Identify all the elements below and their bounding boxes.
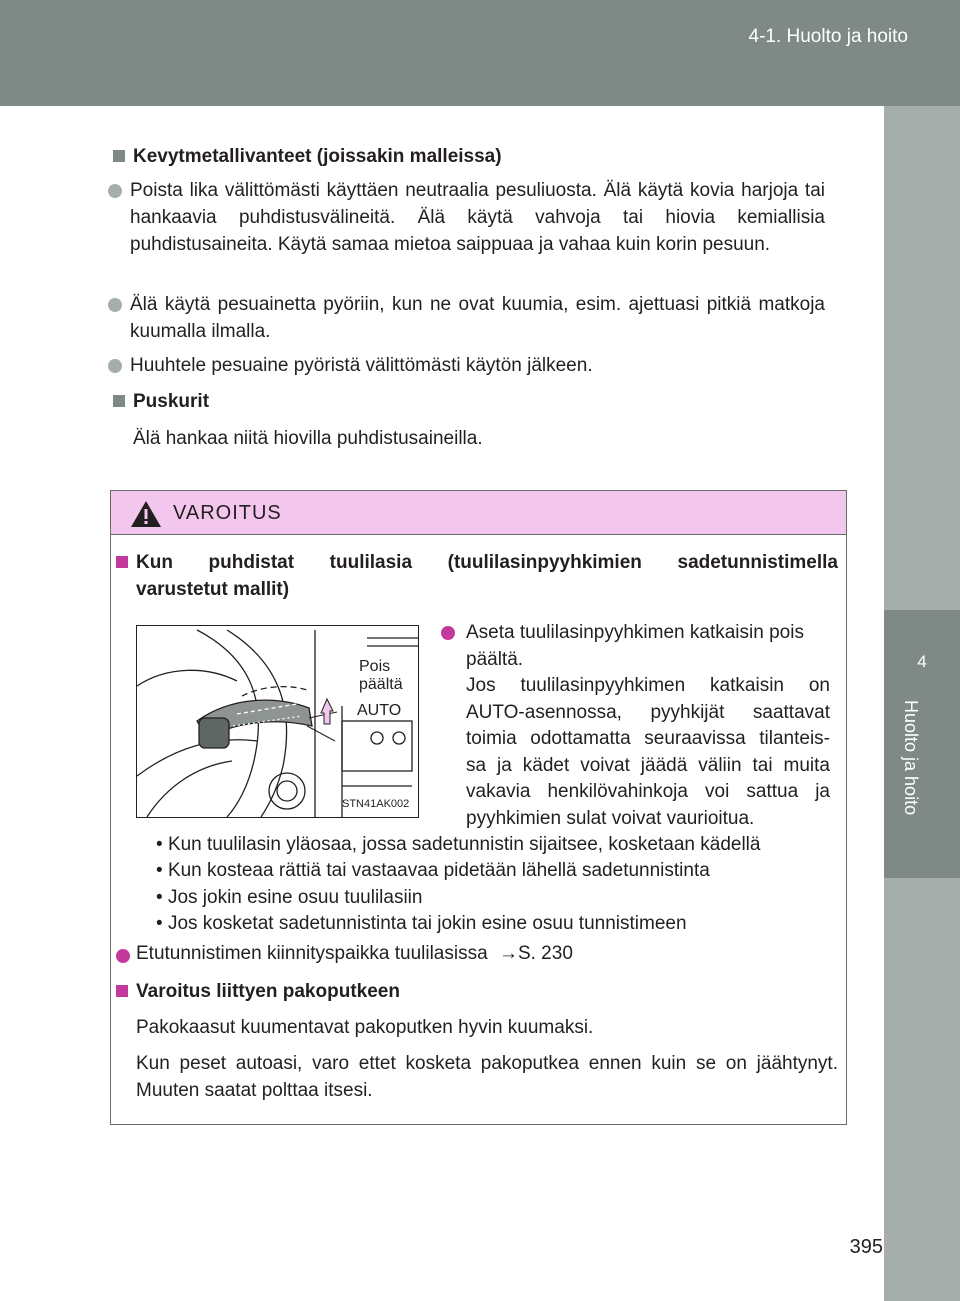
wiper-switch-illustration: [136, 625, 419, 818]
header-band: [0, 0, 960, 106]
circle-bullet-icon: [116, 949, 130, 963]
alloy-item-3: Huuhtele pesuaine pyöristä välittömästi käytön jälkeen.: [130, 355, 593, 376]
page-ref-arrow-icon: →: [498, 943, 518, 964]
side-tab-top: [884, 106, 960, 610]
wiper-instructions: Aseta tuulilasinpyyhkimen katkaisin pois päältä. Jos tuulilasinpyyhkimen katkaisin on AUTO-asennossa, pyyhkijät saattavat toimia odottamatta seuraavissa tilanteis- sa ja kädet voivat jäädä väliin tai muita vakavia henkilövahinkoja voi sattua ja pyyhkimien sulat voivat vaurioitua.: [466, 622, 830, 829]
wiper-heading-line1: Kun puhdistat tuulilasia (tuulilasinpyyhkimien sadetunnistimella: [116, 552, 838, 574]
circle-bullet-icon: [108, 359, 122, 373]
label-auto: AUTO: [357, 702, 402, 719]
situation-item: • Kun tuulilasin yläosaa, jossa sadetunnistin sijaitsee, kosketaan kädellä: [156, 834, 761, 855]
bumpers-heading: Puskurit: [113, 391, 209, 413]
chapter-title: Huolto ja hoito: [901, 700, 921, 816]
exhaust-heading: Varoitus liittyen pakoputkeen: [116, 981, 400, 1003]
sensor-reference: Etutunnistimen kiinnityspaikka tuulilasissa →S. 230: [136, 943, 573, 964]
situation-item: • Jos jokin esine osuu tuulilasiin: [156, 887, 423, 908]
warning-header: [111, 491, 846, 535]
exhaust-text-1: Pakokaasut kuumentavat pakoputken hyvin kuumaksi.: [136, 1017, 594, 1038]
alloy-heading: Kevytmetallivanteet (joissakin malleissa): [113, 146, 502, 168]
warning-title: VAROITUS: [173, 502, 282, 524]
square-bullet-icon: [116, 556, 128, 568]
illustration-code: STN41AK002: [342, 798, 410, 810]
wiper-heading-line2: varustetut mallit): [136, 579, 290, 600]
warning-box: [110, 490, 847, 1125]
page-reference-link[interactable]: S. 230: [517, 943, 573, 964]
situation-item: • Kun kosteaa rättiä tai vastaavaa pidetään lähellä sadetunnistinta: [156, 860, 710, 881]
warning-triangle-icon: [129, 499, 163, 529]
square-bullet-icon: [116, 985, 128, 997]
chapter-tab[interactable]: [884, 610, 960, 878]
square-bullet-icon: [113, 395, 125, 407]
circle-bullet-icon: [108, 298, 122, 312]
circle-bullet-icon: [441, 626, 455, 640]
label-off: Pois päältä: [359, 658, 403, 693]
side-tab-bottom: [884, 878, 960, 1301]
alloy-item-1: Poista lika välittömästi käyttäen neutraalia pesuliuosta. Älä käytä kovia harjoja tai hankaavia puhdistusvälineitä. Älä käytä vahvoja tai hiovia kemiallisia puhdistusaineita. Käytä samaa mietoa saippuaa ja vahaa kuin korin pesuun.: [130, 180, 825, 255]
chapter-number: 4: [917, 652, 927, 671]
bumpers-text: Älä hankaa niitä hiovilla puhdistusaineilla.: [133, 428, 483, 449]
circle-bullet-icon: [108, 184, 122, 198]
exhaust-text-2: Kun peset autoasi, varo ettet kosketa pakoputkea ennen kuin se on jäähtynyt. Muuten saatat polttaa itsesi.: [136, 1053, 838, 1101]
situation-item: • Jos kosketat sadetunnistinta tai jokin esine osuu tunnistimeen: [156, 913, 687, 934]
square-bullet-icon: [113, 150, 125, 162]
wiper-switch-drawing: [137, 626, 418, 817]
section-header: 4-1. Huolto ja hoito: [748, 26, 908, 47]
alloy-item-2: Älä käytä pesuainetta pyöriin, kun ne ovat kuumia, esim. ajettuasi pitkiä matkoja kuumalla ilmalla.: [130, 294, 825, 342]
page-number: 395: [849, 1236, 883, 1258]
